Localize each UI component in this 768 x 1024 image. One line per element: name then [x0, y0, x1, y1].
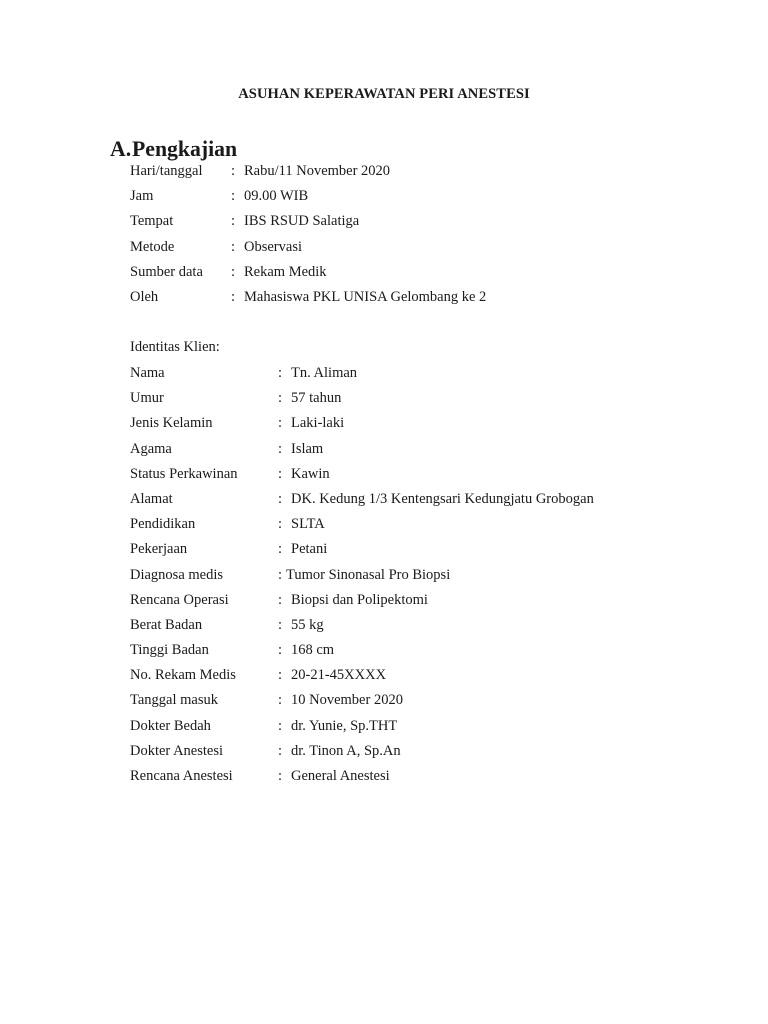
- row-label: Agama: [130, 440, 172, 457]
- row-label: Alamat: [130, 490, 173, 507]
- row-label: Dokter Anestesi: [130, 742, 224, 759]
- row-label: Metode: [130, 238, 175, 255]
- row-colon: :: [278, 516, 283, 533]
- row-value: Petani: [291, 541, 328, 558]
- section-a-letter: A.: [110, 137, 132, 161]
- row-value: 20-21-45XXXX: [291, 667, 387, 684]
- klien-row-dokter-bedah: [130, 717, 594, 742]
- pengkajian-list: [130, 162, 486, 313]
- row-value: Tumor Sinonasal Pro Biopsi: [286, 566, 451, 583]
- row-label: Hari/tanggal: [130, 163, 203, 179]
- row-colon: :: [278, 390, 283, 407]
- row-value: 168 cm: [291, 642, 335, 659]
- section-a-heading: [110, 137, 237, 162]
- row-colon: :: [231, 288, 236, 305]
- row-label: Oleh: [130, 288, 159, 305]
- row-colon: :: [278, 415, 283, 432]
- row-colon: :: [278, 768, 283, 784]
- row-label: No. Rekam Medis: [130, 667, 236, 684]
- klien-row-rencana-operasi: [130, 591, 594, 616]
- row-label: Sumber data: [130, 263, 203, 280]
- row-colon: :: [278, 365, 283, 381]
- section-a-title: Pengkajian: [132, 137, 238, 161]
- klien-row-dokter-anestesi: [130, 742, 594, 767]
- row-colon: :: [278, 717, 283, 734]
- row-label: Berat Badan: [130, 616, 203, 633]
- row-colon: :: [278, 692, 283, 709]
- klien-row-pekerjaan: [130, 540, 594, 565]
- row-value: Mahasiswa PKL UNISA Gelombang ke 2: [244, 288, 487, 305]
- row-label: Pendidikan: [130, 516, 196, 533]
- row-value: Tn. Aliman: [291, 365, 358, 381]
- identitas-klien-heading: Identitas Klien:: [130, 339, 220, 355]
- row-value: 57 tahun: [291, 390, 342, 407]
- klien-row-tinggi-badan: [130, 641, 594, 666]
- row-colon: :: [278, 642, 283, 659]
- row-colon: :: [231, 188, 236, 205]
- row-colon: :: [231, 163, 236, 179]
- klien-row-pendidikan: [130, 515, 594, 540]
- row-colon: :: [278, 465, 283, 482]
- row-label: Tempat: [130, 213, 174, 230]
- row-colon: :: [231, 263, 236, 280]
- row-label: Rencana Operasi: [130, 591, 229, 608]
- row-label: Status Perkawinan: [130, 465, 238, 482]
- identitas-klien-list: [130, 364, 594, 792]
- row-value: General Anestesi: [291, 768, 390, 784]
- row-label: Umur: [130, 390, 164, 407]
- row-colon: :: [278, 541, 283, 558]
- row-value: Laki-laki: [291, 415, 345, 432]
- row-colon: :: [278, 490, 283, 507]
- klien-row-umur: [130, 389, 594, 414]
- row-label: Jam: [130, 188, 154, 205]
- klien-row-status-perkawinan: [130, 465, 594, 490]
- klien-row-no-rekam-medis: [130, 666, 594, 691]
- pengkajian-row-sumber-data: [130, 263, 486, 288]
- pengkajian-row-jam: [130, 187, 486, 212]
- row-value: 09.00 WIB: [244, 188, 309, 205]
- row-label: Rencana Anestesi: [130, 768, 233, 784]
- pengkajian-row-tempat: [130, 212, 486, 237]
- pengkajian-row-oleh: [130, 288, 486, 313]
- row-value: IBS RSUD Salatiga: [244, 213, 360, 230]
- row-value: 55 kg: [291, 616, 324, 633]
- row-value: Kawin: [291, 465, 330, 482]
- row-value: SLTA: [291, 516, 325, 533]
- row-value: dr. Yunie, Sp.THT: [291, 717, 398, 734]
- klien-row-alamat: [130, 490, 594, 515]
- row-colon: :: [278, 742, 283, 759]
- row-value: Biopsi dan Polipektomi: [291, 591, 428, 608]
- row-label: Jenis Kelamin: [130, 415, 213, 432]
- row-colon: :: [278, 566, 283, 583]
- klien-row-rencana-anestesi: [130, 767, 594, 792]
- row-label: Dokter Bedah: [130, 717, 211, 734]
- klien-row-nama: [130, 364, 594, 389]
- row-colon: :: [231, 213, 236, 230]
- row-colon: :: [278, 667, 283, 684]
- row-value: 10 November 2020: [291, 692, 403, 709]
- row-value: Rekam Medik: [244, 263, 327, 280]
- row-value: dr. Tinon A, Sp.An: [291, 742, 401, 759]
- row-colon: :: [278, 440, 283, 457]
- klien-row-jenis-kelamin: [130, 414, 594, 439]
- row-label: Pekerjaan: [130, 541, 188, 558]
- klien-row-diagnosa-medis: [130, 566, 594, 591]
- pengkajian-row-metode: [130, 238, 486, 263]
- klien-row-tanggal-masuk: [130, 691, 594, 716]
- klien-row-agama: [130, 440, 594, 465]
- row-value: Rabu/11 November 2020: [244, 163, 391, 179]
- row-value: DK. Kedung 1/3 Kentengsari Kedungjatu Grobogan: [291, 490, 594, 507]
- row-colon: :: [278, 591, 283, 608]
- pengkajian-row-hari-tanggal: [130, 162, 486, 187]
- row-label: Diagnosa medis: [130, 566, 224, 583]
- row-label: Nama: [130, 365, 165, 381]
- klien-row-berat-badan: [130, 616, 594, 641]
- row-label: Tinggi Badan: [130, 642, 209, 659]
- row-colon: :: [278, 616, 283, 633]
- document-title: ASUHAN KEPERAWATAN PERI ANESTESI: [238, 86, 530, 102]
- row-colon: :: [231, 238, 236, 255]
- row-value: Islam: [291, 440, 324, 457]
- row-label: Tanggal masuk: [130, 692, 218, 709]
- row-value: Observasi: [244, 238, 302, 255]
